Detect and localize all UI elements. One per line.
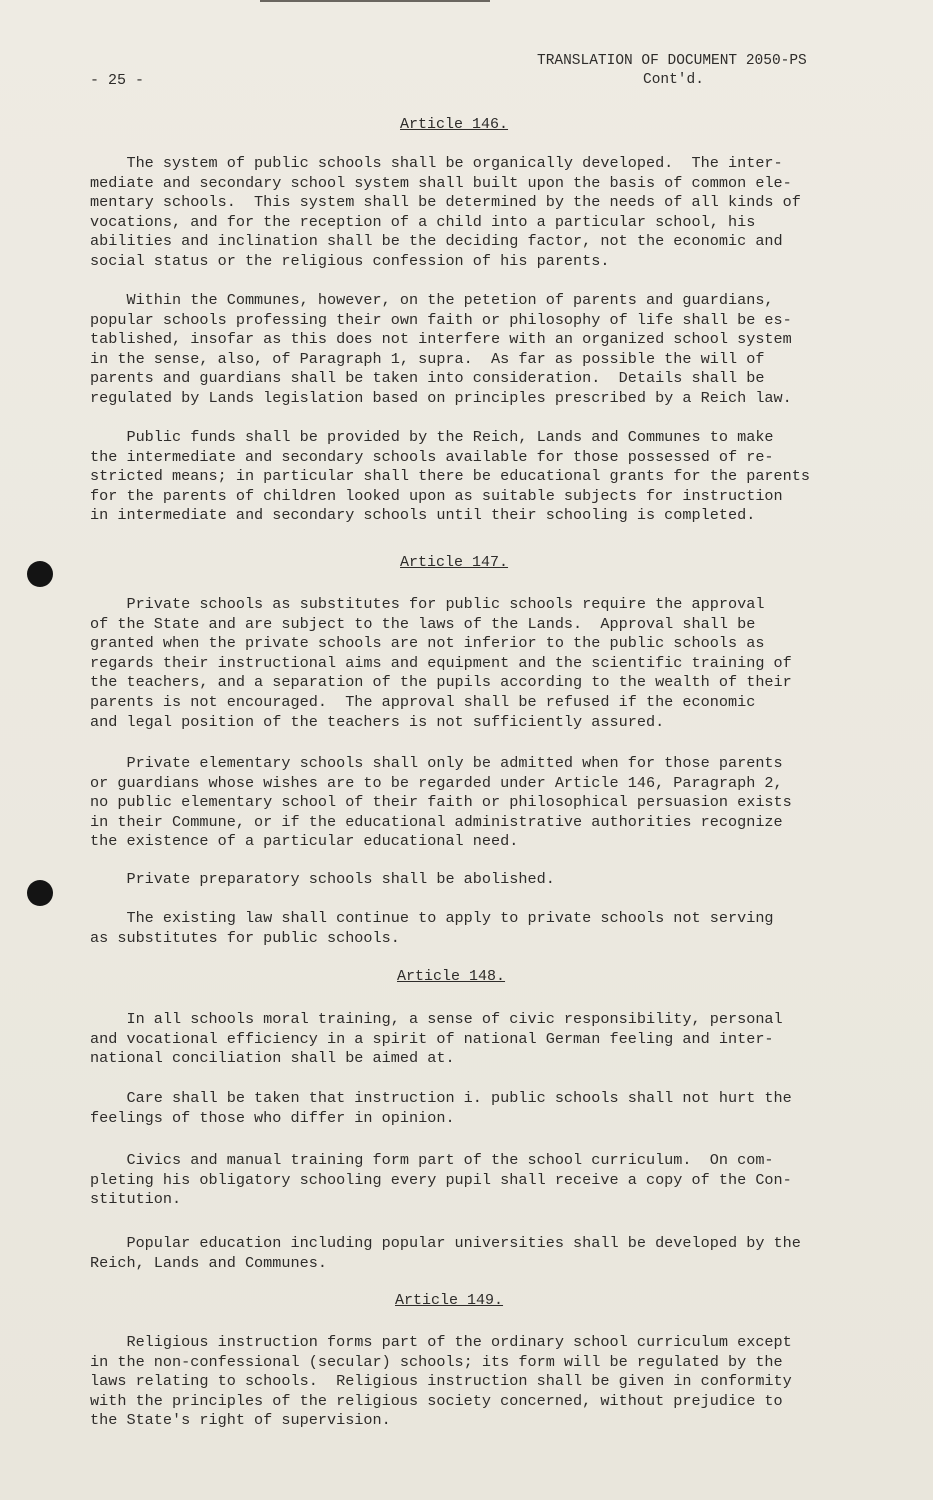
article-heading: Article 147. — [400, 554, 509, 571]
paragraph: Civics and manual training form part of the school curriculum. On com- pleting his obligatory schooling every pupil shall receive a copy of the Con- stitution. — [90, 1151, 792, 1209]
paragraph: Religious instruction forms part of the ordinary school curriculum except in the non-confessional (secular) schools; its form will be regulated by the laws relating to schools. Religious instruction shall be given in conformity with the principles of the religious society concerned, without prejudice to the State's right of supervision. — [90, 1333, 792, 1430]
paragraph: The existing law shall continue to apply to private schools not serving as substitutes for public schools. — [90, 909, 774, 947]
top-edge-line — [260, 0, 490, 2]
paragraph: Public funds shall be provided by the Reich, Lands and Communes to make the intermediate and secondary schools available for those possessed of re- stricted means; in particular shall there be educational grants for the parents for the parents of children looked upon as suitable subjects for instruction in intermediate and secondary schools until their schooling is completed. — [90, 428, 811, 525]
article-heading: Article 146. — [400, 116, 509, 133]
paragraph: The system of public schools shall be organically developed. The inter- mediate and secondary school system shall built upon the basis of common ele- mentary schools. This system shall be determined by the needs of all kinds of vocations, and for the reception of a child into a particular school, his abilities and inclination shall be the deciding factor, not the economic and social status or the religious confession of his parents. — [90, 154, 801, 270]
paragraph: Private schools as substitutes for public schools require the approval of the State and are subject to the laws of the Lands. Approval shall be granted when the private schools are not inferior to the public schools as regards their instructional aims and equipment and the scientific training of the teachers, and a separation of the pupils according to the wealth of their parents is not encouraged. The approval shall be refused if the economic and legal position of the teachers is not sufficiently assured. — [90, 595, 792, 731]
article-heading: Article 148. — [397, 968, 506, 985]
paragraph: Popular education including popular universities shall be developed by the Reich, Lands and Communes. — [90, 1234, 801, 1272]
page-number: - 25 - — [90, 72, 145, 89]
document-title: TRANSLATION OF DOCUMENT 2050-PS — [537, 53, 807, 69]
punch-hole — [27, 561, 53, 587]
paragraph: Within the Communes, however, on the petetion of parents and guardians, popular schools professing their own faith or philosophy of life shall be es- tablished, insofar as this does not interfere with an organized school system in the sense, also, of Paragraph 1, supra. As far as possible the will of parents and guardians shall be taken into consideration. Details shall be regulated by Lands legislation based on principles prescribed by a Reich law. — [90, 291, 792, 407]
paragraph: Care shall be taken that instruction i. public schools shall not hurt the feelings of those who differ in opinion. — [90, 1089, 792, 1127]
article-heading: Article 149. — [395, 1292, 504, 1309]
paragraph: In all schools moral training, a sense of civic responsibility, personal and vocational efficiency in a spirit of national German feeling and inter- national conciliation shall be aimed at. — [90, 1010, 783, 1068]
paragraph: Private preparatory schools shall be abolished. — [90, 870, 555, 888]
continued-label: Cont'd. — [643, 72, 704, 88]
paragraph: Private elementary schools shall only be admitted when for those parents or guardians whose wishes are to be regarded under Article 146, Paragraph 2, no public elementary school of their faith or philosophical persuasion exists in their Commune, or if the educational administrative authorities recognize the existence of a particular educational need. — [90, 754, 792, 851]
punch-hole — [27, 880, 53, 906]
